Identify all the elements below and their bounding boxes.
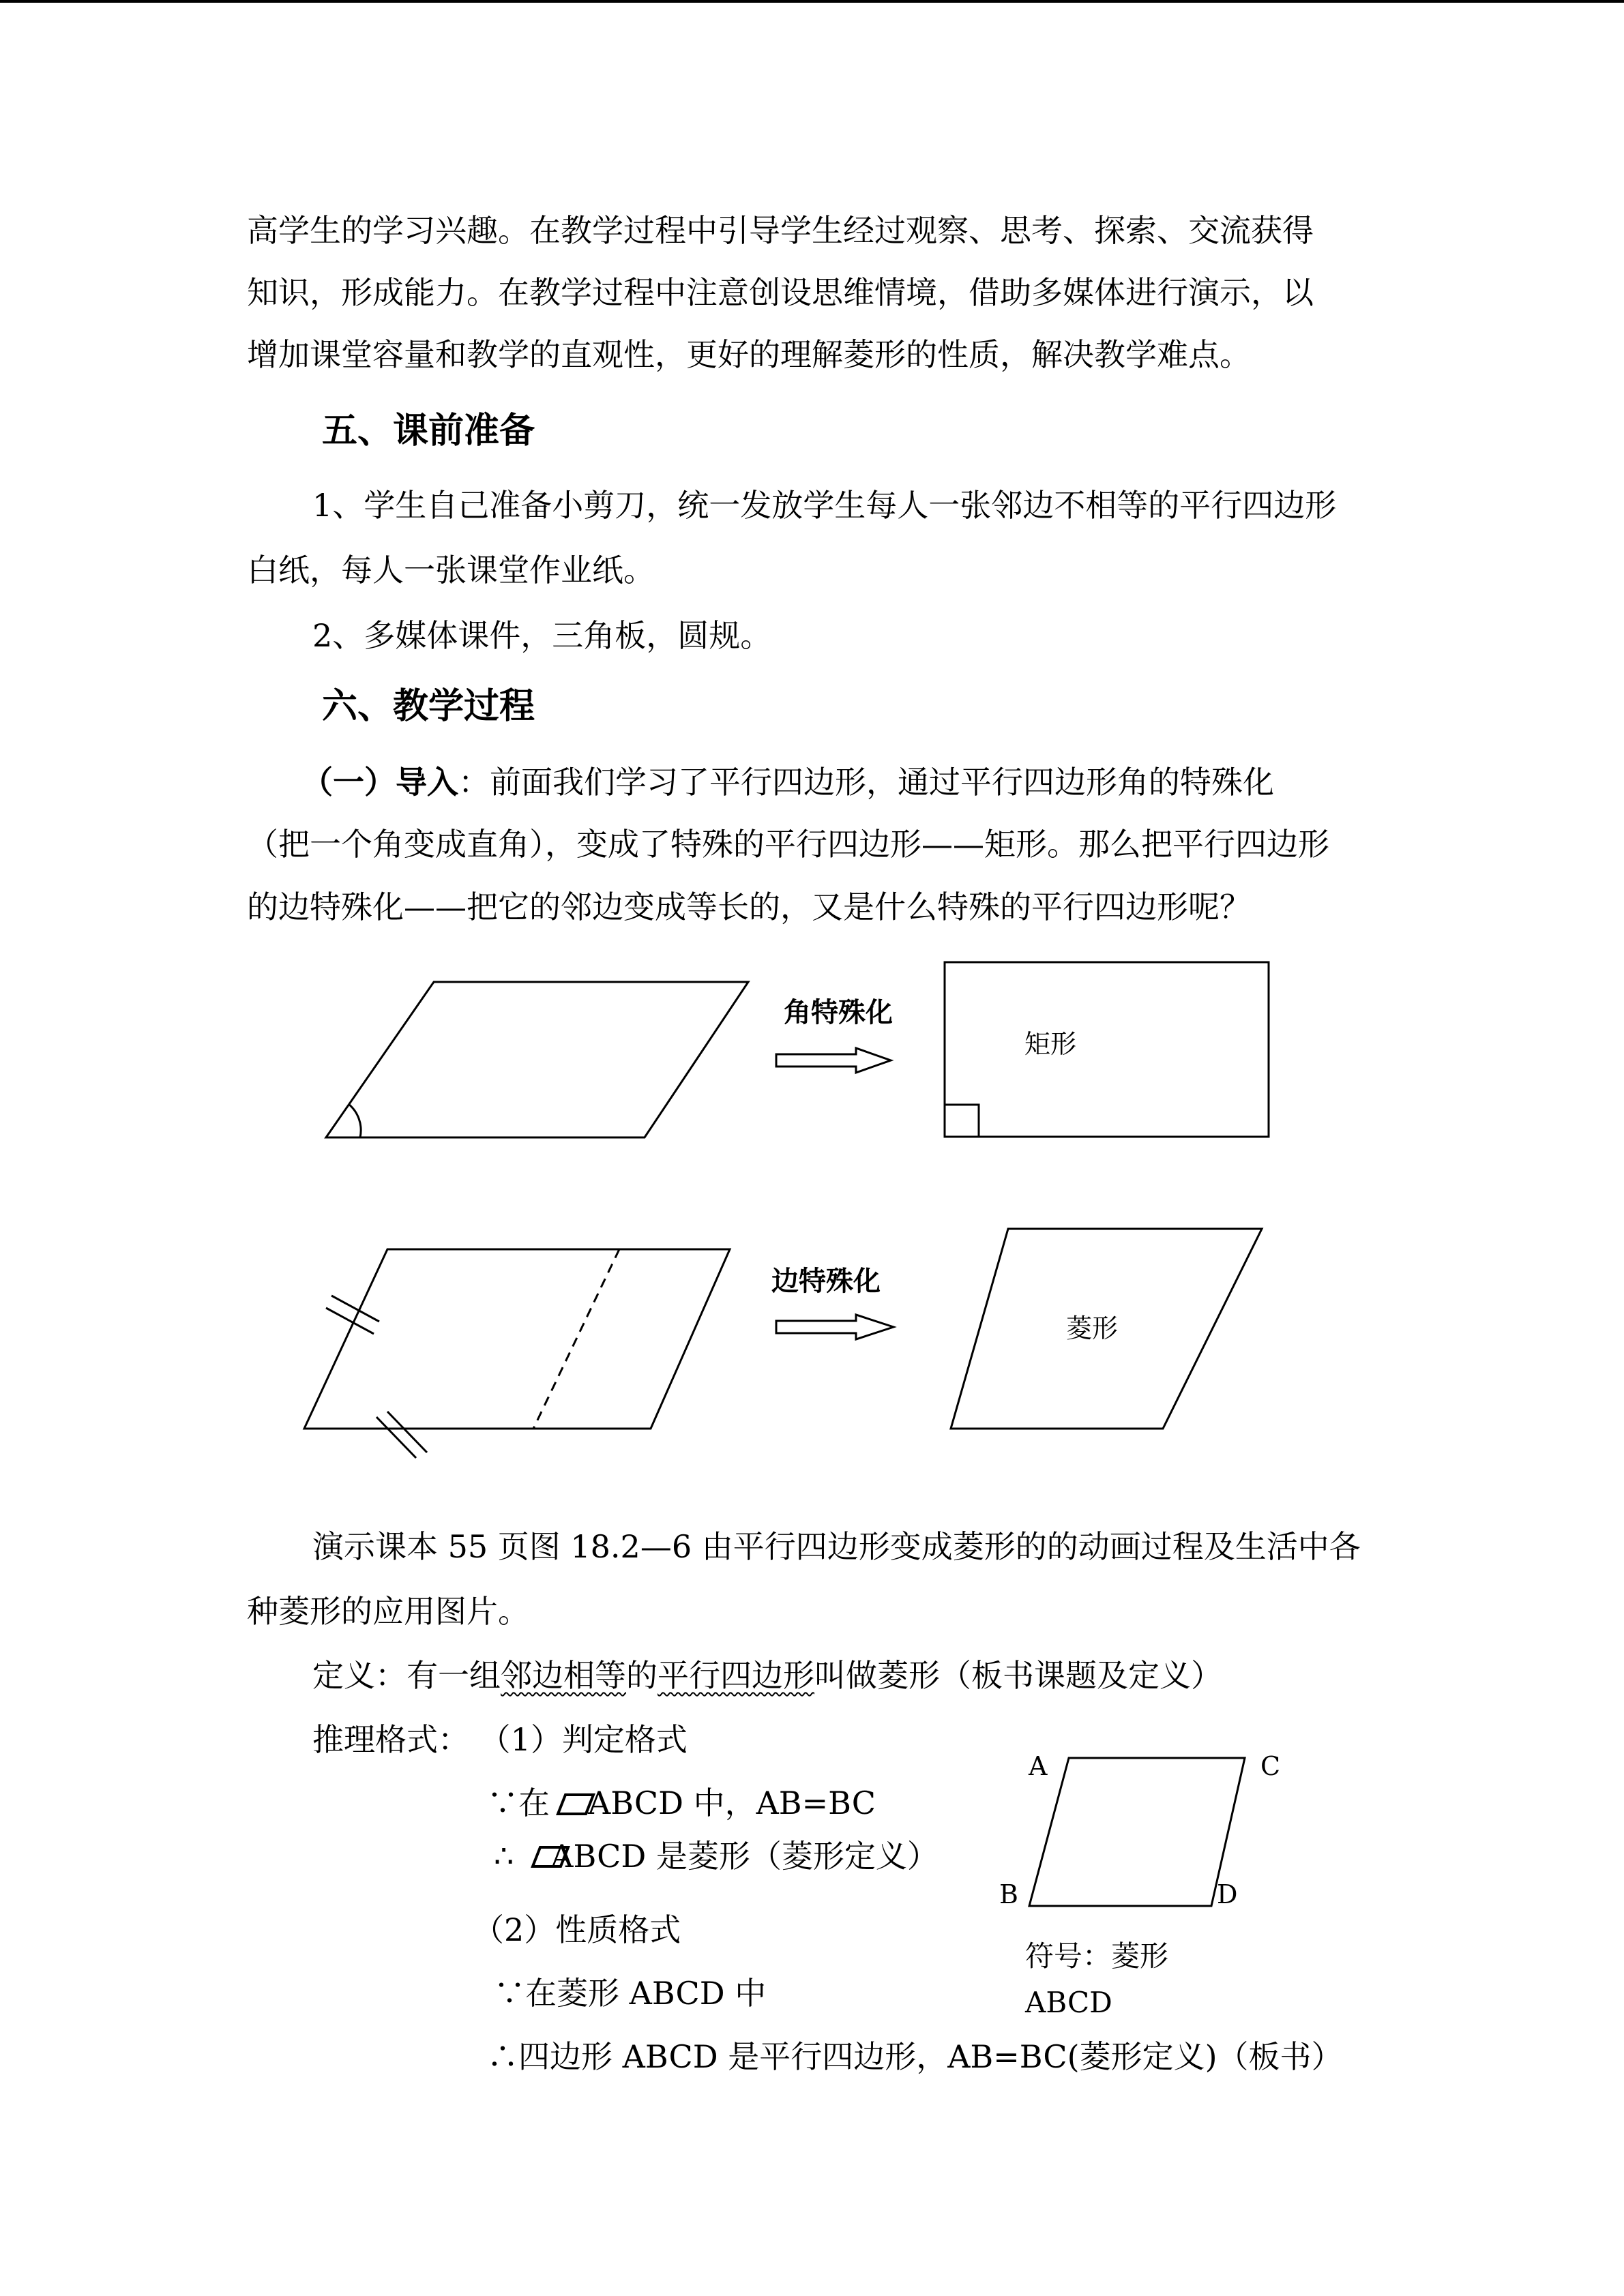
judgment-line-1	[487, 1783, 876, 1823]
vertex-d-label: D	[1217, 1879, 1238, 1909]
intro-line-1: 高学生的学习兴趣。在教学过程中引导学生经过观察、思考、探索、交流获得	[247, 212, 1314, 249]
reasoning-label-text: 推理格式：	[312, 1721, 469, 1758]
property-line-2: ∴四边形 ABCD 是平行四边形，AB=BC(菱形定义)（板书）	[487, 2038, 1343, 2075]
intro-line-3: 增加课堂容量和教学的直观性，更好的理解菱形的性质，解决教学难点。	[247, 336, 1251, 373]
property-format-title: （2）性质格式	[473, 1911, 681, 1948]
definition-term-parallelogram: 平行四边形	[658, 1657, 814, 1694]
judgment-line-2	[494, 1836, 939, 1877]
property-line-1: ∵在菱形 ABCD 中	[494, 1975, 767, 2012]
rhombus-abcd-shape	[1029, 1758, 1245, 1906]
parallelogram-side-shape	[304, 1249, 730, 1458]
vertex-c-label: C	[1260, 1751, 1281, 1781]
lead-in-line-2: （把一个角变成直角），变成了特殊的平行四边形——矩形。那么把平行四边形	[247, 826, 1329, 863]
judgment-format-title: （1）判定格式	[479, 1721, 688, 1758]
lead-in-text: ：前面我们学习了平行四边形，通过平行四边形角的特殊化	[458, 764, 1274, 801]
definition-mid: 的	[626, 1657, 658, 1694]
side-arrow-icon	[776, 1315, 894, 1339]
definition-line	[312, 1655, 1222, 1696]
section-5-item-2: 2、多媒体课件，三角板，圆规。	[312, 617, 772, 654]
rectangle-label: 矩形	[1024, 1029, 1077, 1059]
section-6-heading: 六、教学过程	[322, 686, 535, 727]
judgment-line-1-post: ABCD 中，AB=BC	[588, 1785, 876, 1821]
lead-in-label: （一）导入	[301, 764, 458, 801]
judgment-line-2-post: ABCD 是菱形（菱形定义）	[550, 1838, 939, 1875]
lead-in-line-3: 的边特殊化——把它的邻边变成等长的，又是什么特殊的平行四边形呢？	[247, 889, 1251, 925]
rectangle-shape	[945, 962, 1269, 1137]
vertex-a-label: A	[1029, 1751, 1048, 1781]
judgment-line-1-pre: ∵在	[487, 1785, 550, 1821]
parallelogram-angle-shape	[326, 982, 748, 1137]
reasoning-label	[312, 1719, 688, 1760]
angle-arrow-icon	[776, 1048, 891, 1073]
demo-line-2: 种菱形的应用图片。	[247, 1593, 529, 1630]
rhombus-symbol-name-clip	[1025, 1986, 1134, 2019]
judgment-line-2-pre: ∴	[494, 1838, 514, 1875]
vertex-b-label: B	[999, 1879, 1018, 1909]
section-5-heading: 五、课前准备	[322, 411, 535, 451]
definition-prefix: 定义：有一组	[312, 1657, 501, 1694]
intro-line-2: 知识，形成能力。在教学过程中注意创设思维情境，借助多媒体进行演示，以	[247, 274, 1314, 311]
section-5-item-1-line-1: 1、学生自己准备小剪刀，统一发放学生每人一张邻边不相等的平行四边形	[312, 487, 1337, 524]
demo-line-1: 演示课本 55 页图 18.2—6 由平行四边形变成菱形的的动画过程及生活中各	[312, 1528, 1361, 1565]
angle-specialization-label: 角特殊化	[784, 997, 893, 1028]
rhombus-symbol-label: 符号：菱形	[1025, 1939, 1169, 1973]
definition-term-adjacent-sides: 邻边相等	[501, 1657, 626, 1694]
definition-suffix: 叫做菱形（板书课题及定义）	[814, 1657, 1222, 1694]
rhombus-symbol-name: ABCD	[1025, 1986, 1112, 2019]
section-5-item-1-line-2: 白纸，每人一张课堂作业纸。	[247, 552, 655, 588]
side-specialization-label: 边特殊化	[771, 1266, 881, 1297]
rhombus-label: 菱形	[1066, 1313, 1119, 1343]
